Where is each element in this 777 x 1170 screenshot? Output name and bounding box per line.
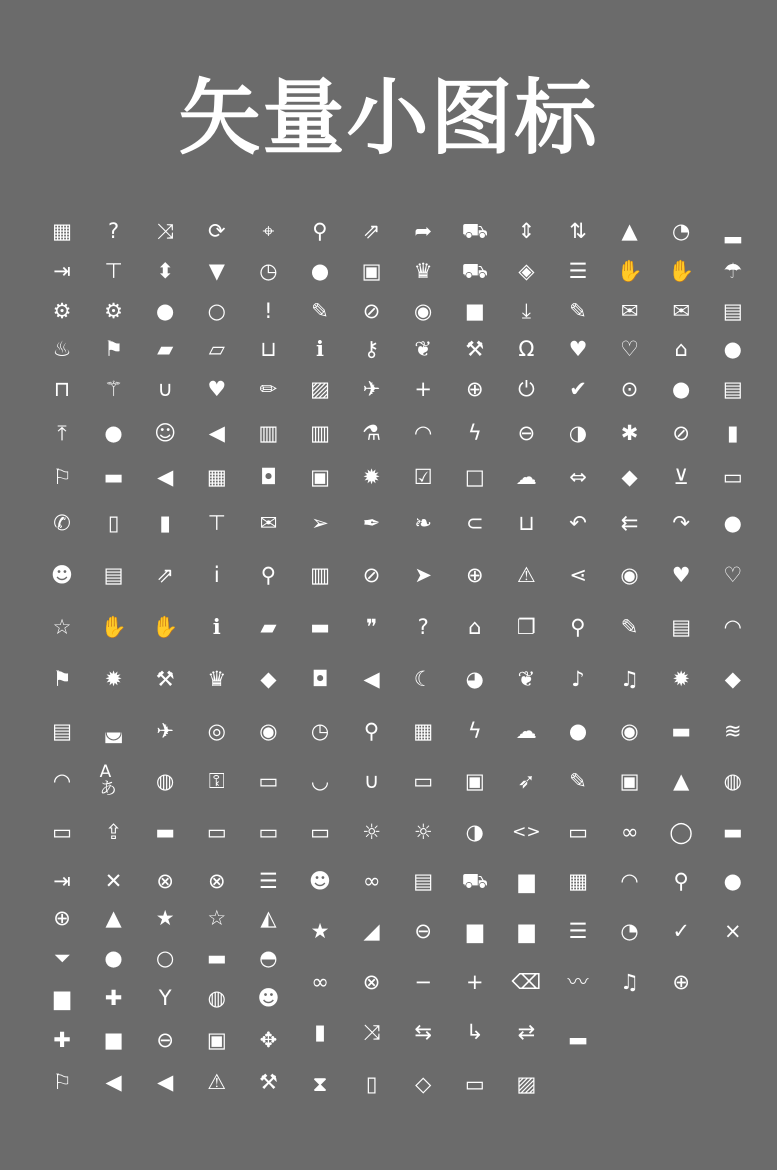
microphone-icon: ✎ — [620, 614, 639, 639]
briefcase-icon: ▬ — [103, 464, 124, 489]
cocktail-icon: Y — [158, 985, 172, 1010]
eye-off-icon: ⊘ — [362, 298, 381, 323]
megaphone-icon: ◀ — [363, 666, 380, 691]
chat-icon: ● — [104, 945, 123, 970]
calendar-icon: ▦ — [413, 718, 434, 743]
minus-circle-icon: ⊖ — [414, 918, 432, 943]
cloud-bolt-icon: ☁ — [515, 718, 537, 743]
heart-icon: ♥ — [671, 562, 691, 587]
share-nodes-icon: ⋖ — [569, 562, 587, 587]
tablet-icon: ▯ — [365, 1071, 378, 1096]
triangle-down-icon: ▼ — [208, 258, 225, 283]
wifi-icon: ◠ — [620, 868, 639, 893]
reply-icon: ↶ — [569, 510, 587, 535]
life-buoy-icon: ◎ — [207, 718, 226, 743]
gavel-icon: ⚒ — [465, 336, 485, 361]
certificate-icon: ✹ — [362, 464, 381, 489]
triangle-icon: ▲ — [105, 905, 122, 930]
monitor-icon: ▭ — [568, 819, 588, 844]
folder-icon: ▰ — [157, 336, 174, 361]
newspaper-icon: ▤ — [52, 718, 72, 743]
inbox-icon: ⊔ — [260, 336, 277, 361]
user-medical-icon: ☺ — [154, 420, 177, 445]
badge-alert-icon: ✹ — [672, 666, 690, 691]
photos-icon: ◇ — [415, 1071, 432, 1096]
add-user-icon: ☻ — [51, 562, 73, 587]
heart-outline-icon: ♡ — [620, 336, 639, 361]
speech-bubble-icon: ● — [156, 298, 175, 323]
price-tag-icon: ◆ — [260, 666, 277, 691]
battery-low-icon: ▭ — [258, 819, 279, 844]
key-icon: ⚿ — [208, 768, 225, 793]
group-icon: ☻ — [257, 985, 280, 1010]
trash-icon: ▣ — [464, 768, 485, 793]
chats-icon: ○ — [156, 945, 175, 970]
compass-icon: ⊘ — [362, 562, 381, 587]
battery-empty-icon: ▭ — [310, 819, 330, 844]
id-card-icon: ▤ — [103, 562, 124, 587]
cart-icon: ⛟ — [461, 218, 488, 243]
bullhorn-icon: ◀ — [157, 464, 174, 489]
search-icon: ⚲ — [312, 218, 328, 243]
pencil-icon: ✏ — [259, 376, 278, 401]
refresh-icon: ⟳ — [207, 218, 226, 243]
mic-icon: ⚲ — [363, 718, 380, 743]
backspace-icon: ⌫ — [511, 969, 542, 994]
tools-icon: ⚒ — [155, 666, 175, 691]
stats-icon: ◢ — [363, 918, 380, 943]
headphones-icon: Ω — [518, 336, 535, 361]
drop-icon: ● — [568, 718, 588, 743]
square-icon: □ — [464, 464, 485, 489]
printer-icon: ▤ — [671, 614, 692, 639]
check-icon: ✔ — [569, 376, 587, 401]
crosshair-icon: ⌖ — [262, 218, 275, 243]
basketball-icon: ◍ — [156, 768, 175, 793]
navigation-icon: ➤ — [414, 562, 432, 587]
trend-icon: 〰 — [567, 969, 589, 994]
heart-outline-icon: ♡ — [723, 562, 743, 587]
mobile-icon: ▯ — [107, 510, 120, 535]
megaphone-icon: ◀ — [208, 420, 225, 445]
pen-icon: ✒ — [362, 510, 381, 535]
alert-circle-icon: ! — [264, 298, 273, 323]
suitcase-icon: ▣ — [619, 768, 640, 793]
bolt-icon: ϟ — [467, 718, 482, 743]
minus-icon: − — [414, 969, 432, 994]
magnet-icon: ∪ — [157, 376, 173, 401]
edit-icon: ✎ — [569, 298, 587, 323]
music-notes-icon: ♫ — [620, 666, 639, 691]
hourglass-icon: ⧗ — [312, 1071, 328, 1096]
asterisk-icon: ✱ — [620, 420, 639, 445]
cart-icon: ⛟ — [461, 868, 488, 893]
heart-icon: ♥ — [568, 336, 588, 361]
expand-vertical-icon: ⇕ — [517, 218, 536, 243]
thumbs-down-icon: ✋ — [616, 258, 643, 283]
shuffle-icon: ⤨ — [363, 1019, 380, 1044]
reply-all-icon: ⇇ — [620, 510, 639, 535]
road-icon: ▲ — [621, 218, 638, 243]
flask-icon: ⚗ — [362, 420, 381, 445]
unlock-icon: ⊓ — [53, 376, 71, 401]
star-icon: ★ — [155, 905, 175, 930]
arrow-up-circle-icon: ⊕ — [53, 905, 71, 930]
thermometer-icon: ⚲ — [673, 868, 689, 893]
tag-icon: ◆ — [621, 464, 638, 489]
sun-small-icon: ☼ — [362, 819, 381, 844]
home-icon: ⌂ — [674, 336, 688, 361]
brush-icon: ✎ — [569, 768, 587, 793]
gear-icon: ⚙ — [52, 298, 72, 323]
map-marker-heart-icon: ♥ — [207, 376, 227, 401]
bookmark-icon: ⚐ — [52, 464, 72, 489]
users-icon: ☻ — [309, 868, 331, 893]
lock-icon: ▆ — [466, 918, 483, 943]
music-icon: ♫ — [620, 969, 639, 994]
images-icon: ▨ — [516, 1071, 537, 1096]
feather-icon: ❧ — [414, 510, 432, 535]
help-circle-icon: ? — [108, 218, 120, 243]
bank-note-icon: ▣ — [206, 1027, 227, 1052]
graduation-cap-icon: ◆ — [724, 666, 741, 691]
paperclip-icon: ⊂ — [465, 510, 484, 535]
gears-icon: ⚙ — [104, 298, 123, 323]
book-icon: ▮ — [314, 1019, 326, 1044]
plane-icon: ✈ — [362, 376, 381, 401]
power-icon: ⏻ — [518, 376, 535, 401]
magnet-icon: ∪ — [363, 768, 380, 793]
lock-icon: ▆ — [53, 985, 71, 1010]
fire-icon: ♨ — [52, 336, 72, 361]
menu-icon: ☰ — [258, 868, 278, 893]
bar-chart-box-icon: ▥ — [258, 420, 279, 445]
umbrella-icon: ☂ — [723, 258, 743, 283]
flag-icon: ⚑ — [104, 336, 123, 361]
plane-icon: ✈ — [156, 718, 174, 743]
clipboard-icon: ▤ — [413, 868, 434, 893]
page-title: 矢量小图标 — [178, 71, 599, 166]
star-icon: ★ — [310, 918, 330, 943]
phone-icon: ✆ — [53, 510, 71, 535]
login-icon: ⇥ — [53, 868, 71, 893]
leaf-circle-icon: ◉ — [414, 298, 433, 323]
rocket-icon: ➶ — [517, 768, 536, 793]
volume-low-icon: ◀ — [105, 1069, 122, 1094]
sort-arrows-icon: ⇅ — [569, 218, 587, 243]
chat-bubbles-icon: ▰ — [260, 614, 277, 639]
leaf-icon: ❦ — [517, 666, 536, 691]
gift-icon: ✚ — [104, 985, 123, 1010]
server-icon: ☰ — [568, 258, 588, 283]
move-icon: ✥ — [259, 1027, 278, 1052]
signpost-icon: ⊤ — [207, 510, 226, 535]
minus-circle-icon: ⊖ — [156, 1027, 174, 1052]
check-circle-icon: ⊙ — [620, 376, 639, 401]
wrench-icon: ⚒ — [258, 1069, 278, 1094]
hdd-icon: ▭ — [413, 768, 434, 793]
italic-info-icon: i — [213, 562, 220, 587]
cog-icon: ✹ — [104, 666, 123, 691]
volume-high-icon: ◀ — [157, 1069, 174, 1094]
zoom-out-icon: ⊖ — [517, 420, 536, 445]
window-icon: ▭ — [52, 819, 72, 844]
drop-icon: ● — [310, 258, 330, 283]
bell-icon: ◠ — [414, 420, 433, 445]
eye-icon: ◉ — [259, 718, 278, 743]
lightbulb-icon: ◯ — [669, 819, 693, 844]
music-note-icon: ♪ — [571, 666, 585, 691]
download-icon: ⤓ — [521, 298, 532, 323]
thumbs-up-icon: ✋ — [668, 258, 695, 283]
target-icon: ⊕ — [465, 562, 484, 587]
share-icon: ⇗ — [156, 562, 174, 587]
info-circle-icon: ℹ — [316, 336, 324, 361]
trash-icon: ▣ — [361, 258, 382, 283]
edit-box-icon: ✎ — [311, 298, 329, 323]
credit-card-icon: ▬ — [722, 819, 743, 844]
cloud-icon: ☁ — [515, 464, 537, 489]
browser-window-icon: ▣ — [310, 464, 330, 489]
upload-icon: ⤒ — [57, 420, 67, 445]
translate-icon: Aあ — [99, 762, 117, 799]
barcode-icon: ▥ — [310, 420, 330, 445]
clock-icon: ◷ — [259, 258, 278, 283]
filter-icon: ⏷ — [53, 945, 71, 970]
envelope-open-icon: ✉ — [672, 298, 690, 323]
film-icon: ▤ — [722, 298, 743, 323]
battery-half-icon: ▭ — [206, 819, 227, 844]
database-icon: ☰ — [568, 918, 588, 943]
disc-icon: ◉ — [620, 718, 639, 743]
code-icon: <> — [512, 821, 541, 842]
camera-icon: ◘ — [260, 464, 277, 489]
star-half-icon: ◭ — [260, 905, 277, 930]
folder-open-icon: ▱ — [208, 336, 225, 361]
star-outline-icon: ☆ — [52, 614, 72, 639]
zoom-in-icon: ⊕ — [672, 969, 690, 994]
print-icon: ▤ — [722, 376, 743, 401]
sign-in-icon: ⇥ — [53, 258, 71, 283]
bell-ring-icon: ◠ — [723, 614, 742, 639]
briefcase-icon: ▬ — [671, 718, 692, 743]
check-circle-solid-icon: ● — [672, 376, 691, 401]
pie-chart-icon: ◔ — [620, 918, 639, 943]
star-outline-icon: ☆ — [207, 905, 227, 930]
person-icon: ● — [723, 510, 742, 535]
pushpin-icon: ✚ — [53, 1027, 71, 1052]
keyboard-icon: ▦ — [568, 868, 588, 893]
truck-icon: ⛟ — [461, 258, 488, 283]
remote-icon: ▮ — [159, 510, 171, 535]
repeat-icon: ⇄ — [517, 1019, 536, 1044]
x-icon: × — [723, 918, 742, 943]
dashboard-icon: ◓ — [259, 945, 278, 970]
cup-icon: ◡ — [310, 768, 330, 793]
drops-icon: ● — [723, 868, 742, 893]
lock-icon: ▆ — [518, 918, 535, 943]
cancel-circle-icon: ⊗ — [156, 868, 174, 893]
plus-circle-icon: ⊕ — [465, 376, 484, 401]
close-icon: ✕ — [104, 868, 123, 893]
forward-arrow-icon: ➦ — [414, 218, 432, 243]
thumbs-up-icon: ✋ — [100, 614, 127, 639]
share-arrow-icon: ↷ — [672, 510, 690, 535]
stop-icon: ■ — [103, 1027, 124, 1052]
link-icon: ∞ — [311, 969, 329, 994]
quote-icon: ❞ — [365, 614, 378, 639]
leaf-icon: ❦ — [414, 336, 432, 361]
paper-plane-icon: ➢ — [311, 510, 329, 535]
turn-right-icon: ↳ — [465, 1019, 484, 1044]
flag-icon: ⚑ — [52, 666, 72, 691]
globe-icon: ◍ — [723, 768, 742, 793]
bolt-icon: ϟ — [467, 420, 482, 445]
book-icon: ▮ — [727, 420, 739, 445]
copy-icon: ❐ — [516, 614, 536, 639]
loop-icon: ⇆ — [414, 1019, 432, 1044]
credit-card-icon: ▬ — [206, 945, 227, 970]
voicemail-icon: ∞ — [362, 868, 381, 893]
archive-icon: ▆ — [518, 868, 535, 893]
qr-code-icon: ▦ — [52, 218, 72, 243]
share-box-icon: ⇗ — [362, 218, 381, 243]
traffic-cone-icon: ▲ — [673, 768, 690, 793]
globe-icon: ◍ — [207, 985, 226, 1010]
trophy-icon: ♛ — [207, 666, 227, 691]
warning-icon: ⚠ — [516, 562, 536, 587]
keys-icon: ⚷ — [363, 336, 380, 361]
lemon-icon: ● — [723, 336, 742, 361]
shuffle-icon: ⤨ — [156, 218, 174, 243]
tags-icon: ◈ — [518, 258, 535, 283]
comment-icon: ▬ — [310, 614, 330, 639]
ban-icon: ⊘ — [672, 420, 690, 445]
help-circle-icon: ? — [417, 614, 429, 639]
rss-icon: ◔ — [672, 218, 691, 243]
infinity-icon: ∞ — [620, 819, 639, 844]
rectangle-icon: ▭ — [464, 1071, 485, 1096]
signal-bars-icon: ▂ — [724, 218, 741, 243]
clock-icon: ◷ — [310, 718, 330, 743]
thumbs-down-icon: ✋ — [152, 614, 179, 639]
contrast-icon: ◑ — [568, 420, 588, 445]
map-icon: ▥ — [310, 562, 330, 587]
magic-wand-icon: ⚚ — [104, 376, 123, 401]
mail-icon: ✉ — [259, 510, 278, 535]
checkmark-icon: ✓ — [672, 918, 690, 943]
trophy-icon: ♛ — [413, 258, 433, 283]
envelope-icon: ✉ — [620, 298, 639, 323]
search-icon: ⚲ — [570, 614, 586, 639]
user-icon: ● — [104, 420, 123, 445]
check-square-icon: ☑ — [413, 464, 433, 489]
close-circle-icon: ⊗ — [207, 868, 226, 893]
calendar-icon: ▦ — [206, 464, 227, 489]
gauge-icon: ◠ — [52, 768, 72, 793]
bag-icon: ◛ — [103, 718, 124, 743]
warning-icon: ⚠ — [207, 1069, 227, 1094]
info-circle-icon: ℹ — [212, 614, 221, 639]
battery-full-icon: ▬ — [155, 819, 176, 844]
map-pin-icon: ⚲ — [260, 562, 277, 587]
tray-icon: ⊔ — [518, 510, 535, 535]
waves-icon: ≋ — [723, 718, 742, 743]
hdd-icon: ▭ — [722, 464, 743, 489]
eye-circle-icon: ◉ — [620, 562, 639, 587]
sitemap-icon: ⊤ — [104, 258, 123, 283]
plus-icon: + — [414, 376, 432, 401]
sun-half-icon: ◑ — [465, 819, 484, 844]
sun-icon: ☼ — [413, 819, 433, 844]
battery-bolt-icon: ▭ — [258, 768, 279, 793]
browser-upload-icon: ⇪ — [104, 819, 123, 844]
camera-icon: ◘ — [311, 666, 329, 691]
speech-bubble-outline-icon: ○ — [207, 298, 226, 323]
video-camera-icon: ■ — [464, 298, 485, 323]
moon-icon: ☾ — [413, 666, 433, 691]
home-icon: ⌂ — [468, 614, 482, 639]
cancel-icon: ⊗ — [362, 969, 381, 994]
sort-both-icon: ⬍ — [156, 258, 174, 283]
picture-icon: ▨ — [310, 376, 330, 401]
arrow-circle-down-icon: ⊻ — [673, 464, 689, 489]
palette-icon: ◕ — [465, 666, 484, 691]
plus-icon: + — [465, 969, 484, 994]
double-arrow-icon: ⇔ — [569, 464, 587, 489]
signal-icon: ▂ — [569, 1019, 587, 1044]
bookmark-icon: ⚐ — [52, 1069, 72, 1094]
